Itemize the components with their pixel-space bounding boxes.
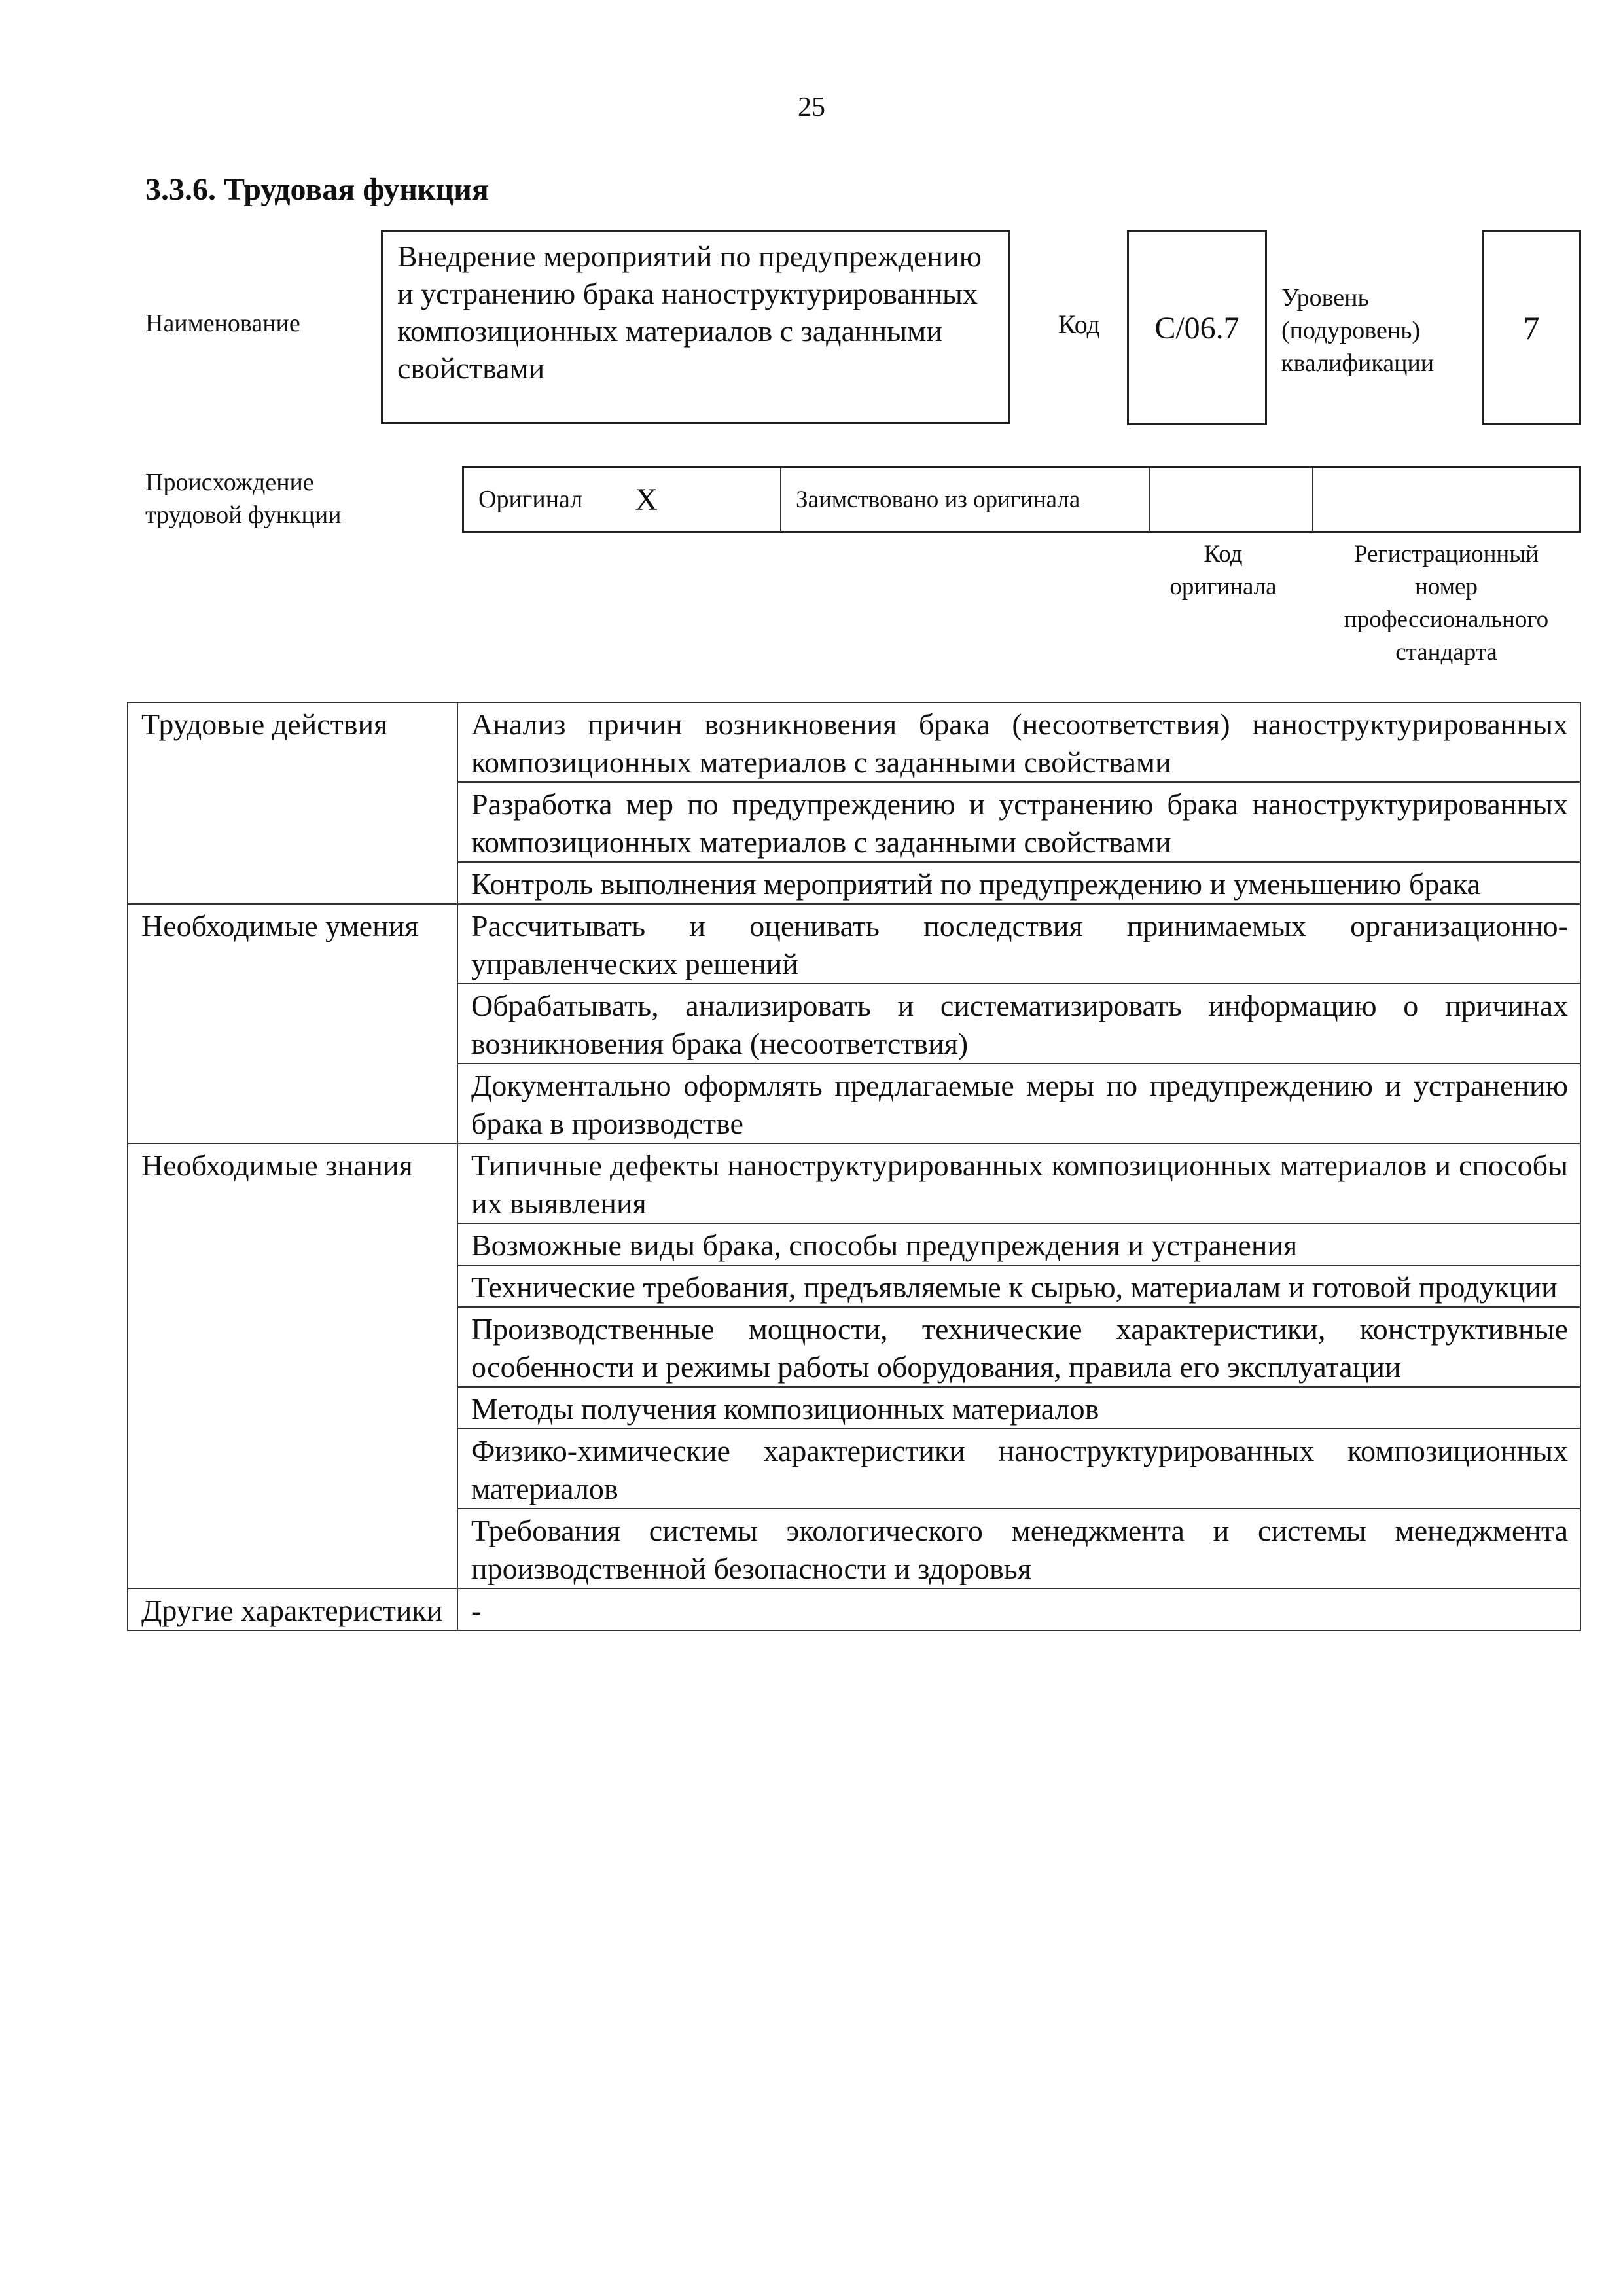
code-box <box>1127 230 1267 425</box>
origin-code-cell <box>1150 468 1313 531</box>
original-label: Оригинал <box>478 486 583 513</box>
reg-number-label-line: номер <box>1415 573 1478 600</box>
table-cell: Типичные дефекты наноструктурированных композиционных материалов и способы их выявления <box>457 1143 1580 1223</box>
origin-reg-number-cell <box>1313 468 1579 531</box>
table-row <box>128 1588 1580 1630</box>
function-name-box <box>381 230 1010 424</box>
origin-borrowed-cell <box>781 468 1150 531</box>
table-cell: Рассчитывать и оценивать последствия принимаемых организационно-управленческих решений <box>457 904 1580 984</box>
level-label-line: Уровень <box>1281 284 1369 312</box>
section-label: Трудовые действия <box>128 702 457 904</box>
level-label <box>1281 281 1434 380</box>
reg-number-label-line: Регистрационный <box>1354 541 1539 567</box>
function-name-value: Внедрение мероприятий по предупреждению и устранению брака наноструктурированных композиционных материалов с заданными свойствами <box>397 240 982 385</box>
section-label: Необходимые умения <box>128 904 457 1143</box>
table-cell: Требования системы экологического менеджмента и системы менеджмента производственной безопасности и здоровья <box>457 1509 1580 1588</box>
origin-label-line: Происхождение <box>145 469 314 496</box>
table-cell: Возможные виды брака, способы предупреждения и устранения <box>457 1223 1580 1265</box>
table-row <box>128 1143 1580 1223</box>
level-label-line: квалификации <box>1281 350 1435 377</box>
reg-number-label-line: профессионального <box>1344 606 1549 633</box>
code-label: Код <box>1058 310 1100 339</box>
table-cell: Производственные мощности, технические характеристики, конструктивные особенности и режимы работы оборудования, правила его эксплуатации <box>457 1307 1580 1387</box>
code-original-label-line: Код <box>1204 541 1243 567</box>
section-label: Необходимые знания <box>128 1143 457 1588</box>
function-details-table <box>127 702 1581 1631</box>
reg-number-label <box>1315 538 1577 669</box>
origin-label-line: трудовой функции <box>145 501 342 529</box>
table-cell: Физико-химические характеристики наноструктурированных композиционных материалов <box>457 1429 1580 1509</box>
origin-original-cell <box>464 468 781 531</box>
table-cell: Контроль выполнения мероприятий по предупреждению и уменьшению брака <box>457 862 1580 904</box>
table-cell: Документально оформлять предлагаемые меры по предупреждению и устранению брака в производстве <box>457 1064 1580 1143</box>
level-box <box>1482 230 1581 425</box>
original-mark: X <box>635 482 658 517</box>
table-cell: Методы получения композиционных материалов <box>457 1387 1580 1429</box>
reg-number-label-line: стандарта <box>1395 639 1497 666</box>
table-cell: - <box>457 1588 1580 1630</box>
table-cell: Технические требования, предъявляемые к сырью, материалам и готовой продукции <box>457 1265 1580 1307</box>
table-row <box>128 702 1580 782</box>
origin-table <box>462 466 1581 533</box>
section-title: 3.3.6. Трудовая функция <box>145 172 489 207</box>
borrowed-label: Заимствовано из оригинала <box>796 486 1080 513</box>
code-value: C/06.7 <box>1154 310 1240 346</box>
table-cell: Разработка мер по предупреждению и устранению брака наноструктурированных композиционных материалов с заданными свойствами <box>457 782 1580 862</box>
table-row <box>128 904 1580 984</box>
table-cell: Анализ причин возникновения брака (несоответствия) наноструктурированных композиционных материалов с заданными свойствами <box>457 702 1580 782</box>
level-label-line: (подуровень) <box>1281 317 1421 344</box>
section-label: Другие характеристики <box>128 1588 457 1630</box>
level-value: 7 <box>1523 310 1540 346</box>
code-original-label <box>1141 538 1305 603</box>
origin-label <box>145 466 342 531</box>
page-number: 25 <box>798 92 825 122</box>
table-cell: Обрабатывать, анализировать и систематизировать информацию о причинах возникновения брака (несоответствия) <box>457 984 1580 1064</box>
code-original-label-line: оригинала <box>1169 573 1277 600</box>
name-label: Наименование <box>145 310 300 337</box>
